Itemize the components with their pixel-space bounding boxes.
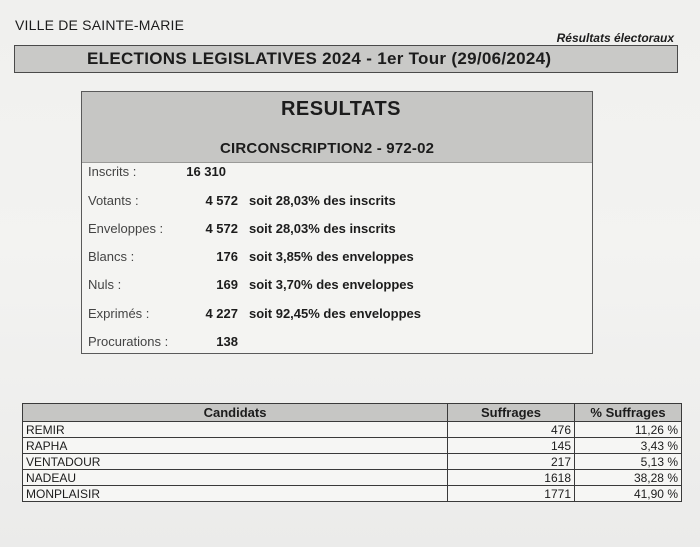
candidate-votes: 217	[448, 454, 575, 470]
table-row	[23, 486, 682, 502]
stat-value: 4 227	[205, 306, 238, 321]
candidate-pct: 38,28 %	[575, 470, 682, 486]
results-title: RESULTATS	[280, 98, 402, 120]
stat-label: Enveloppes :	[88, 221, 164, 236]
candidate-name: NADEAU	[23, 470, 448, 486]
table-row	[23, 422, 682, 438]
stat-percentage: soit 92,45% des enveloppes	[249, 306, 421, 321]
city-name: VILLE DE SAINTE-MARIE	[15, 17, 185, 33]
stat-value: 4 572	[205, 193, 238, 208]
table-row	[23, 470, 682, 486]
stat-label: Blancs :	[88, 249, 135, 264]
results-box	[81, 91, 593, 354]
table-header-row	[23, 404, 682, 422]
stat-value: 169	[216, 277, 238, 292]
stat-label: Procurations :	[88, 334, 169, 349]
stat-row-inscrits	[82, 164, 592, 184]
stat-row-procurations	[82, 334, 592, 354]
candidate-votes: 145	[448, 438, 575, 454]
column-header-candidats: Candidats	[23, 404, 448, 422]
stat-row-votants	[82, 193, 592, 213]
candidate-pct: 11,26 %	[575, 422, 682, 438]
candidate-pct: 3,43 %	[575, 438, 682, 454]
candidate-votes: 476	[448, 422, 575, 438]
stat-percentage: soit 3,85% des enveloppes	[249, 249, 414, 264]
column-header-pct-suffrages: % Suffrages	[575, 404, 682, 422]
stat-percentage: soit 3,70% des enveloppes	[249, 277, 414, 292]
stat-label: Nuls :	[88, 277, 122, 292]
stat-row-nuls	[82, 277, 592, 297]
results-header	[82, 92, 592, 163]
stat-label: Exprimés :	[88, 306, 150, 321]
stat-percentage: soit 28,03% des inscrits	[249, 221, 396, 236]
document-type: Résultats électoraux	[556, 31, 674, 45]
stat-percentage: soit 28,03% des inscrits	[249, 193, 396, 208]
candidate-pct: 41,90 %	[575, 486, 682, 502]
stat-row-enveloppes	[82, 221, 592, 241]
stat-value: 4 572	[205, 221, 238, 236]
candidate-votes: 1618	[448, 470, 575, 486]
candidates-table	[22, 403, 682, 502]
circonscription-title: CIRCONSCRIPTION2 - 972-02	[220, 140, 435, 157]
stat-row-blancs	[82, 249, 592, 269]
table-row	[23, 454, 682, 470]
column-header-suffrages: Suffrages	[448, 404, 575, 422]
stat-value: 176	[216, 249, 238, 264]
candidate-name: VENTADOUR	[23, 454, 448, 470]
stat-value: 138	[216, 334, 238, 349]
candidate-pct: 5,13 %	[575, 454, 682, 470]
candidate-name: RAPHA	[23, 438, 448, 454]
stat-label: Votants :	[88, 193, 139, 208]
stat-label: Inscrits :	[88, 164, 137, 179]
table-row	[23, 438, 682, 454]
candidate-votes: 1771	[448, 486, 575, 502]
election-title: ELECTIONS LEGISLATIVES 2024 - 1er Tour (29/06/2024)	[14, 45, 678, 73]
stat-value: 16 310	[186, 164, 226, 179]
candidate-name: REMIR	[23, 422, 448, 438]
stat-row-exprimes	[82, 306, 592, 326]
candidate-name: MONPLAISIR	[23, 486, 448, 502]
